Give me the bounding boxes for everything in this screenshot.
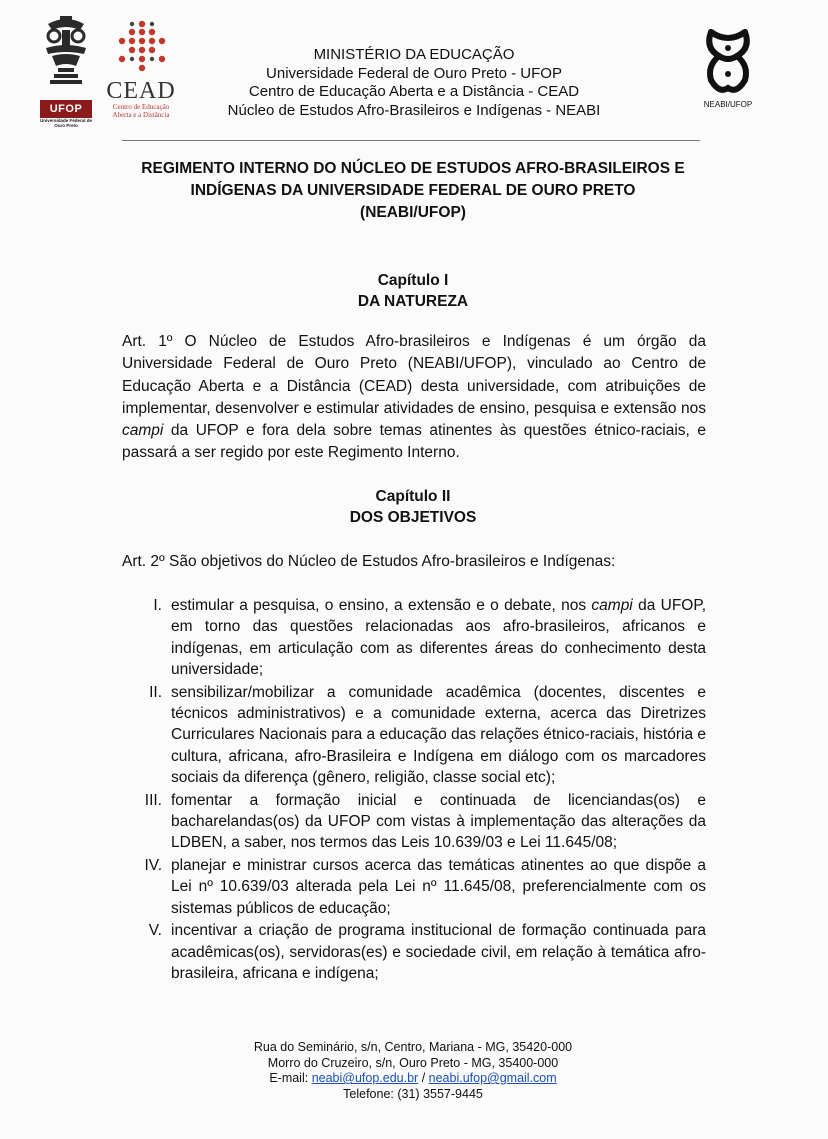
chapter-1-heading	[110, 270, 716, 312]
objective-text-b: da UFOP, em torno das questões relacionadas aos afro-brasileiros, africanos e indígenas, em articulação com as diferentes áreas do conhecimento desta universidade;	[171, 597, 707, 679]
chapter-1-name: DA NATUREZA	[357, 293, 469, 310]
cead-tagline: Centro de Educação Aberta e a Distância	[112, 103, 170, 119]
neabi-symbol-icon	[701, 26, 755, 98]
chapter-2-heading	[110, 486, 716, 528]
header-nucleus: Núcleo de Estudos Afro-Brasileiros e Indígenas - NEABI	[227, 101, 601, 119]
objective-text	[171, 790, 706, 854]
footer-address-ouro-preto: Morro do Cruzeiro, s/n, Ouro Preto - MG, 35400-000	[267, 1055, 559, 1070]
article-1	[122, 331, 706, 465]
institution-header	[190, 46, 638, 120]
cead-logo	[104, 20, 178, 124]
article-1-text-a: Art. 1º O Núcleo de Estudos Afro-brasileiros e Indígenas é um órgão da Universidade Federal de Ouro Preto (NEABI/UFOP), vinculado ao Centro de Educação Aberta e a Distância (CEAD) desta universidade, com atribuições de implementar, desenvolver e estimular atividades de ensino, pesquisa e extensão nos	[122, 333, 706, 417]
objective-number: IV.	[144, 856, 162, 874]
objective-text	[171, 855, 706, 919]
objective-number: I.	[153, 597, 162, 614]
objective-number: III.	[144, 791, 162, 809]
header-university: Universidade Federal de Ouro Preto - UFOP	[266, 64, 562, 82]
objective-text-a: estimular a pesquisa, o ensino, a extensão e o debate, nos	[171, 597, 592, 614]
footer-email-label: E-mail:	[269, 1071, 312, 1085]
objective-italic: campi	[591, 597, 633, 614]
objective-number: II.	[149, 683, 162, 701]
objective-item	[122, 595, 706, 681]
objective-text	[171, 682, 706, 789]
chapter-2-name: DOS OBJETIVOS	[349, 509, 477, 526]
objective-item	[122, 855, 706, 919]
objective-text-a: planejar e ministrar cursos acerca das temáticas atinentes ao que dispõe a Lei nº 10.639/03 alterada pela Lei nº 11.645/08, preferencialmente com os sistemas públicos de educação;	[171, 856, 706, 917]
document-title	[110, 158, 716, 224]
header-divider	[122, 140, 700, 141]
title-line-3: (NEABI/UFOP)	[360, 204, 466, 221]
cead-wordmark: CEAD	[106, 78, 176, 104]
chapter-2-number: Capítulo II	[375, 488, 451, 505]
objective-item	[122, 790, 706, 854]
title-line-2: INDÍGENAS DA UNIVERSIDADE FEDERAL DE OURO PRETO	[190, 182, 636, 199]
ufop-emblem-icon	[40, 14, 92, 84]
footer-email-line	[170, 1071, 656, 1087]
page-footer	[170, 1040, 656, 1102]
article-1-text-b: da UFOP e fora dela sobre temas atinentes às questões étnico-raciais, e passará a ser regido por este Regimento Interno.	[122, 422, 706, 462]
objective-text	[171, 920, 706, 984]
chapter-1-number: Capítulo I	[377, 272, 449, 289]
objective-text-a: sensibilizar/mobilizar a comunidade acadêmica (docentes, discentes e técnicos administrativos) e a comunidade externa, acerca das Diretrizes Curriculares Nacionais para a educação das relações étnico-raciais, história e cultura, africana, afro-Brasileira e Indígena em diálogo com os marcadores sociais da diferença (gênero, religião, classe social etc);	[171, 683, 707, 787]
objective-text	[171, 595, 706, 681]
objective-number: V.	[148, 922, 162, 940]
ufop-badge: UFOP	[40, 100, 92, 118]
footer-address-mariana: Rua do Seminário, s/n, Centro, Mariana - MG, 35420-000	[253, 1040, 573, 1054]
footer-phone: Telefone: (31) 3557-9445	[343, 1086, 483, 1101]
article-1-italic: campi	[122, 422, 164, 440]
header-ministry: MINISTÉRIO DA EDUCAÇÃO	[313, 46, 515, 63]
cead-dots-icon	[112, 20, 172, 72]
header-center: Centro de Educação Aberta e a Distância - CEAD	[248, 83, 580, 100]
ufop-logo	[36, 14, 96, 126]
ufop-subtitle: Universidade Federal de Ouro Preto	[39, 118, 93, 128]
email-link-ufop[interactable]: neabi@ufop.edu.br	[311, 1071, 419, 1085]
footer-email-separator: /	[418, 1071, 429, 1085]
objective-text-a: fomentar a formação inicial e continuada de licenciandas(os) e bacharelandas(os) da UFOP com vistas à implementação das alterações da LDBEN, a saber, nos termos das Leis 10.639/03 e Lei 11.645/08;	[171, 791, 706, 852]
neabi-logo	[692, 26, 764, 116]
article-2-intro: Art. 2º São objetivos do Núcleo de Estudos Afro-brasileiros e Indígenas:	[122, 553, 616, 570]
objectives-list	[122, 595, 706, 985]
objective-text-a: incentivar a criação de programa institucional de formação continuada para acadêmicas(os), servidoras(es) e sociedade civil, em relação à temática afro-brasileira, africana e indígena;	[171, 922, 706, 982]
objective-item	[122, 920, 706, 984]
neabi-label: NEABI/UFOP	[703, 100, 753, 109]
title-line-1: REGIMENTO INTERNO DO NÚCLEO DE ESTUDOS AFRO-BRASILEIROS E	[141, 160, 685, 177]
email-link-gmail[interactable]: neabi.ufop@gmail.com	[428, 1071, 557, 1085]
objective-item	[122, 682, 706, 789]
